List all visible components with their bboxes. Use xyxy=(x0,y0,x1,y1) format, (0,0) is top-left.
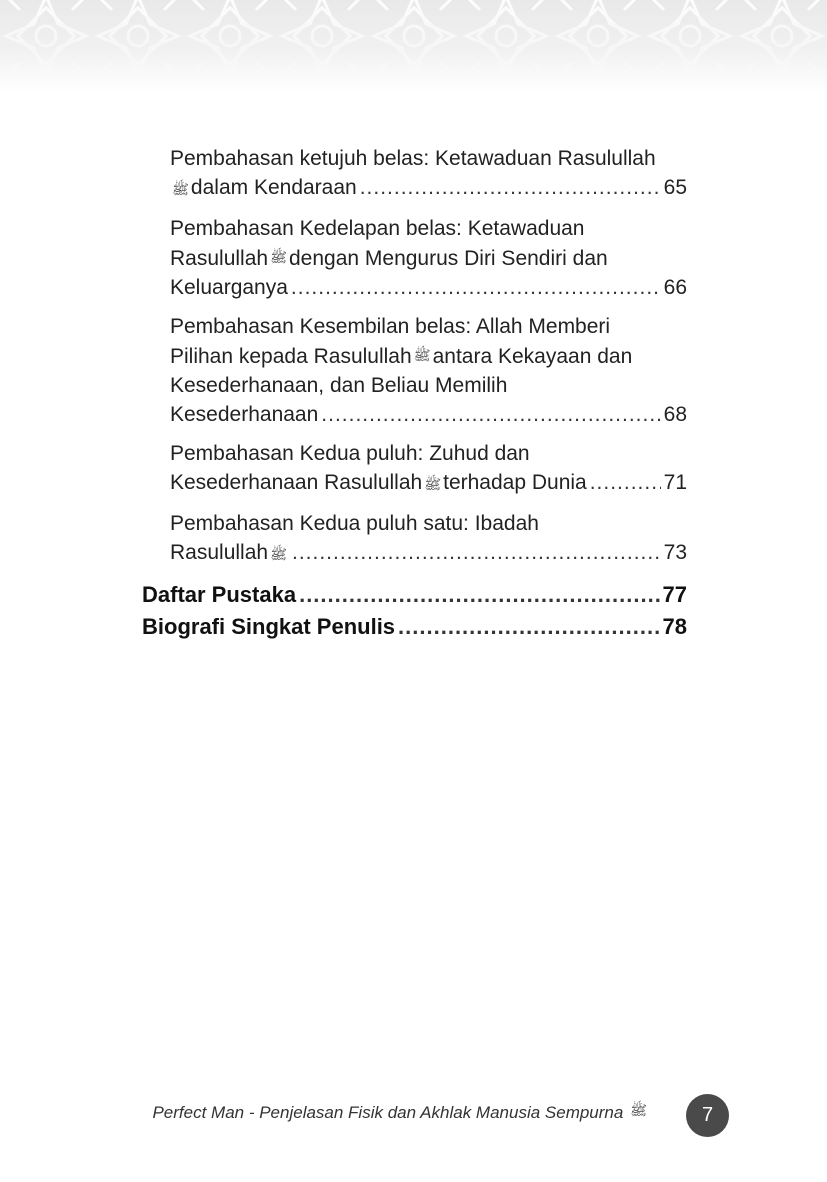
toc-entry-17[interactable] xyxy=(142,144,687,204)
toc-entry-line xyxy=(170,243,687,273)
toc-entry-daftar-pustaka[interactable] xyxy=(142,579,687,611)
toc-entry-text: dengan Mengurus Diri Sendiri dan xyxy=(288,247,608,270)
toc-page-number: 68 xyxy=(663,403,687,426)
toc-entry-line xyxy=(170,341,687,371)
toc-entry-text: Rasulullah xyxy=(170,541,269,564)
toc-entry-line: Pembahasan Kesembilan belas: Allah Memberi xyxy=(170,315,611,338)
footer-book-title: Perfect Man - Penjelasan Fisik dan Akhlak Manusia Sempurna xyxy=(152,1103,624,1122)
toc-page-number: 77 xyxy=(662,582,687,607)
toc-entry-text: Pilihan kepada Rasulullah xyxy=(170,345,412,368)
toc-entry-line: Pembahasan Kedua puluh: Zuhud dan xyxy=(170,442,530,465)
toc-entry-text: Keluarganya xyxy=(170,276,288,299)
dot-leader xyxy=(321,400,660,429)
toc-entry-line: Kesederhanaan, dan Beliau Memilih xyxy=(170,374,508,397)
toc-entry-text: Kesederhanaan xyxy=(170,403,319,426)
toc-entry-last-line xyxy=(142,611,687,643)
toc-page-number: 73 xyxy=(663,541,687,564)
toc-entry-text: Kesederhanaan Rasulullah xyxy=(170,471,423,494)
toc-entry-last-line xyxy=(170,173,687,204)
dot-leader xyxy=(398,611,659,643)
toc-entry-text: antara Kekayaan dan xyxy=(432,345,633,368)
dot-leader xyxy=(590,468,661,497)
toc-entry-text: Rasulullah xyxy=(170,247,269,270)
toc-entry-19[interactable] xyxy=(142,312,687,429)
toc-entry-21[interactable] xyxy=(142,509,687,569)
toc-page-number: 78 xyxy=(662,614,687,639)
toc-entry-last-line xyxy=(170,273,687,302)
toc-entry-text: Biografi Singkat Penulis xyxy=(142,614,396,639)
toc-entry-line: Pembahasan Kedelapan belas: Ketawaduan xyxy=(170,217,585,240)
toc-page-number: 71 xyxy=(663,471,687,494)
saw-symbol-icon: ﷺ xyxy=(270,546,287,562)
saw-symbol-icon: ﷺ xyxy=(424,476,442,492)
toc-entry-18[interactable] xyxy=(142,214,687,302)
table-of-contents xyxy=(142,144,687,643)
toc-page-number: 66 xyxy=(663,276,687,299)
dot-leader xyxy=(299,579,659,611)
toc-entry-text: dalam Kendaraan xyxy=(190,176,357,199)
toc-entry-last-line xyxy=(142,579,687,611)
toc-entry-last-line xyxy=(170,468,687,499)
toc-page-number: 65 xyxy=(663,176,687,199)
toc-entry-line: Pembahasan Kedua puluh satu: Ibadah xyxy=(170,512,539,535)
page-number-badge: 7 xyxy=(686,1094,729,1137)
geometric-pattern-icon xyxy=(0,0,827,92)
dot-leader xyxy=(291,273,661,302)
toc-entry-text: Daftar Pustaka xyxy=(142,582,297,607)
decorative-header-pattern xyxy=(0,0,827,92)
toc-entry-last-line xyxy=(170,538,687,569)
toc-entry-line: Pembahasan ketujuh belas: Ketawaduan Rasulullah xyxy=(170,147,656,170)
toc-entry-20[interactable] xyxy=(142,439,687,499)
dot-leader xyxy=(292,538,661,567)
saw-symbol-icon: ﷺ xyxy=(413,347,431,363)
toc-entry-text: terhadap Dunia xyxy=(443,471,587,494)
running-footer xyxy=(152,1102,649,1123)
toc-entry-biografi[interactable] xyxy=(142,611,687,643)
dot-leader xyxy=(360,173,661,202)
saw-symbol-icon: ﷺ xyxy=(630,1102,647,1118)
toc-entry-last-line xyxy=(170,400,687,429)
saw-symbol-icon: ﷺ xyxy=(270,249,287,265)
saw-symbol-icon: ﷺ xyxy=(172,181,189,197)
